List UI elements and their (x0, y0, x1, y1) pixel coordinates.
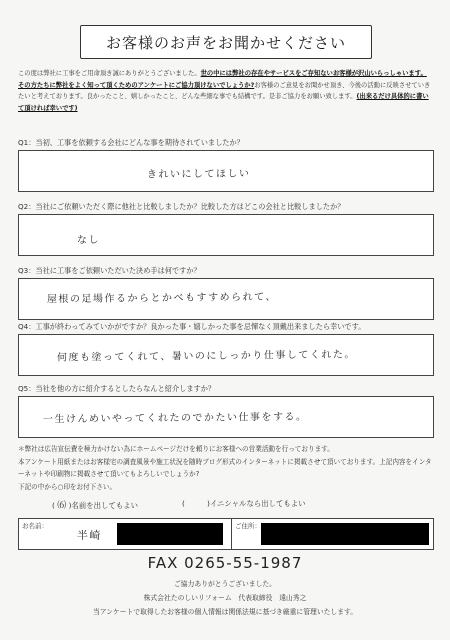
fax-number: FAX 0265-55-1987 (147, 554, 303, 572)
intro-p1: この度は弊社に工事をご用命頂き誠にありがとうございました。 (18, 70, 201, 77)
survey-title (80, 25, 372, 59)
name-label: お名前： (22, 522, 48, 530)
question-5-label: Q5：当社を他の方に紹介するとしたらなんと紹介しますか？ (18, 384, 216, 393)
answer-2-box[interactable] (18, 214, 434, 256)
question-4-label: Q4：工事が終わってみていかがですか？良かった事・嬉しかった事を忌憚なく頂戴出来ましたら幸いです。 (18, 322, 366, 331)
address-redaction (261, 523, 429, 545)
contact-info-row (18, 518, 434, 550)
question-1-label: Q1：当初、工事を依頼する会社にどんな事を期待されていましたか？ (18, 138, 244, 147)
choice-name-label: )名前を出してもよい (68, 501, 139, 510)
answer-1-box[interactable] (18, 150, 434, 192)
footer-thanks: ご協力ありがとうございました。 (174, 580, 276, 588)
footer-company: 株式会社たのしいリフォーム 代表取締役 遠山秀之 (143, 594, 307, 602)
name-value: 半崎 (76, 528, 103, 543)
answer-2-text: なし (76, 234, 101, 247)
address-label: ご住所： (235, 522, 261, 530)
answer-1-text: きれいにしてほしい (146, 168, 251, 181)
consent-choices (52, 498, 306, 511)
answer-5-box[interactable] (18, 396, 434, 438)
answer-4-box[interactable] (18, 334, 434, 376)
answer-3-box[interactable] (18, 278, 434, 320)
answer-5-text: 一生けんめいやってくれたのでかたい仕事をする。 (42, 411, 308, 426)
row-divider (231, 519, 232, 549)
note-1: ＊弊社は広告宣伝費を極力かけない為にホームページだけを頼りにお客様への営業活動を行っております。 (18, 445, 334, 453)
intro-p2: お客様のご意見をお聞かせ頂き、今後の活動に反映させていきたいと考えております。良かったこと、嬉しかったこと、どんな些細な事でも結構です。是非ご協力をお願い致します。 (18, 81, 431, 100)
survey-title-text: お客様のお声をお聞かせください (105, 33, 346, 52)
choice-name-mark: ⑹ (57, 501, 67, 511)
footer-privacy: 当アンケートで取得したお客様の個人情報は関係法規に基づき厳重に管理いたします。 (92, 608, 358, 616)
note-2: 本アンケート用紙またはお客様宅の調査風景や施工状況を随時ブログ形式のインターネットに掲載させて頂いております。上記内容をインターネットや印刷物に掲載させて頂いてもよろしいでしょうか? (18, 457, 432, 479)
name-redaction (117, 523, 223, 545)
choice-name-open-paren: ( (52, 501, 55, 510)
answer-4-text: 何度も塗ってくれて、暑いのにしっかり仕事してくれた。 (56, 349, 356, 364)
intro-text (18, 68, 432, 114)
intro-p1-bold: 世の中には弊社の存在やサービスをご存知ないお客様が沢山いらっしゃいます。その方たちに弊社をよく知って頂くためのアンケートにご協力頂けないでしょうか? (18, 70, 427, 89)
question-2-label: Q2：当社にご依頼いただく際に他社と比較しましたか？比較した方はどこの会社と比較しましたか？ (18, 202, 345, 211)
note-3: 下記の中から○印をお付下さい。 (18, 482, 117, 491)
choice-initial-ok[interactable]: ( )イニシャルなら出してもよい (182, 499, 306, 508)
notes (18, 443, 432, 493)
choice-name-ok[interactable] (52, 501, 138, 510)
intro-p2-bold: (出来るだけ具体的に書いて頂ければ幸いです) (18, 93, 429, 112)
answer-3-text: 屋根の足場作るからとかべもすすめられて、 (46, 291, 277, 306)
question-3-label: Q3：当社に工事をご依頼いただいた決め手は何ですか？ (18, 266, 201, 275)
